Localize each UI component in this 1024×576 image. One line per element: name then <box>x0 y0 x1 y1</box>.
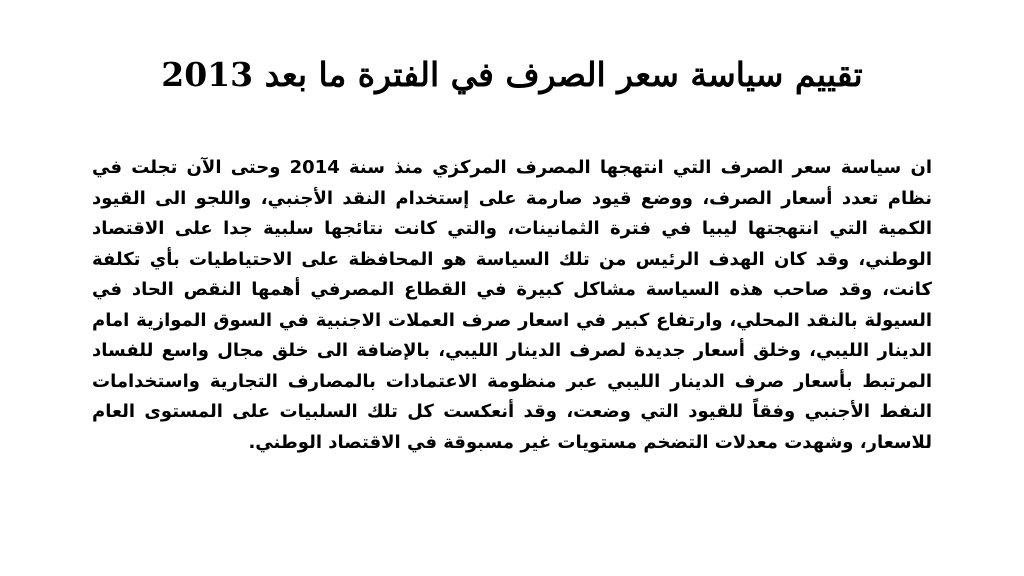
slide-body-paragraph: ان سياسة سعر الصرف التي انتهجها المصرف المركزي منذ سنة 2014 وحتى الآن تجلت في نظام تعدد أسعار الصرف، ووضع قيود صارمة على إستخدام النقد الأجنبي، واللجو الى القيود الكمية التي انتهجتها ليبيا في فترة الثمانينات، والتي كانت نتائجها سلبية جدا على الاقتصاد الوطني، وقد كان الهدف الرئيس من تلك السياسة هو المحافظة على الاحتياطيات بأي تكلفة كانت، وقد صاحب هذه السياسة مشاكل كبيرة في القطاع المصرفي أهمها النقص الحاد في السيولة بالنقد المحلي، وارتفاع كبير في اسعار صرف العملات الاجنبية في السوق الموازية امام الدينار الليبي، وخلق أسعار جديدة لصرف الدينار الليبي، بالإضافة الى خلق مجال واسع للفساد المرتبط بأسعار صرف الدينار الليبي عبر منظومة الاعتمادات بالمصارف التجارية واستخدامات النفط الأجنبي وفقاً للقيود التي وضعت، وقد أنعكست كل تلك السلبيات على المستوى العام للاسعار، وشهدت معدلات التضخم مستويات غير مسبوقة في الاقتصاد الوطني. <box>92 157 933 453</box>
slide-title: تقييم سياسة سعر الصرف في الفترة ما بعد 2013 <box>161 55 863 94</box>
